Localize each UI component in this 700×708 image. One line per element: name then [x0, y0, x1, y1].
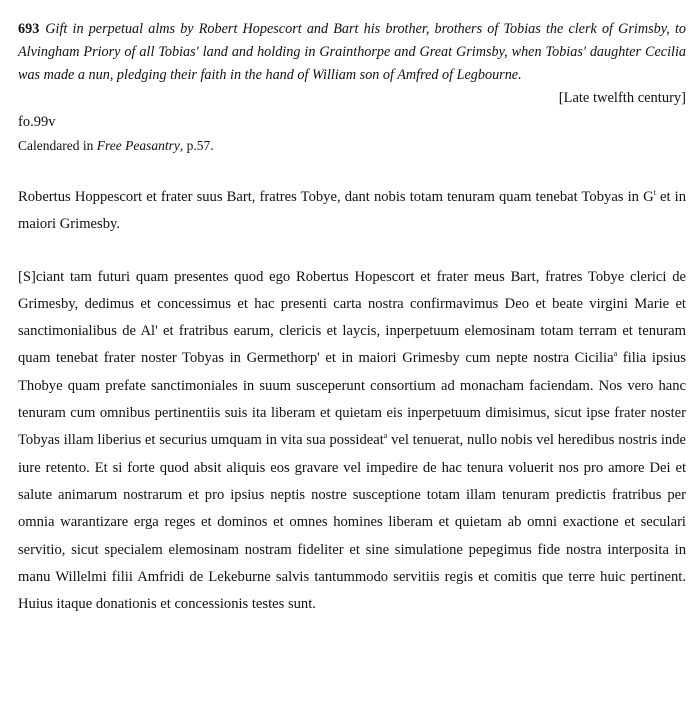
- rubric-text-start: Robertus Hoppescort et frater suus Bart, fratres Tobye, dant nobis totam tenuram quam tenebat Tobyas in G: [18, 189, 654, 205]
- entry-number: 693: [18, 21, 40, 37]
- rubric-superscript: t: [653, 188, 656, 197]
- entry-heading: [18, 18, 686, 87]
- charter-text-part-3: vel tenuerat, nullo nobis vel heredibus nostris inde iure retento. Et si forte quod absit aliquis eos gravare vel impedire de hac tenura voluerit nos pro amore Dei et salute animarum nostrarum et pro ipsius neptis nostre susceptione totam illam tenuram predictis fratribus per omnia warantizare erga reges et dominos et omnes homines liberam et quietam ab omni exactione et seculari servitio, sicut specialem elemosinam nostram fideliter et sine simulatione pepegimus fide nostra interposita in manu Willelmi filii Amfridi de Lekeburne salvis tantummodo servitiis regis et comitis que terre huic pertinent. Huius itaque donationis et concessionis testes sunt.: [18, 432, 686, 613]
- calendar-reference: [18, 135, 686, 157]
- footnote-marker-a: a: [613, 349, 618, 359]
- entry-date: [Late twelfth century]: [558, 90, 686, 106]
- charter-text-part-2: filia ipsius Thobye quam prefate sanctimoniales in suum susceperunt consortium ad monacham faciendam. Nos vero hanc tenuram cum omnibus pertinentiis suis ita liberam et quietam eis inperpetuum dimisimus, sicut ipse frater noster Tobyas illam liberius et securius umquam in vita sua possideat: [18, 350, 686, 449]
- calendar-work-title: Free Peasantry: [96, 138, 180, 153]
- rubric-text-end: et in maiori Grimesby.: [18, 189, 686, 233]
- rubric-paragraph: [18, 184, 686, 239]
- folio-reference: fo.99v: [18, 114, 56, 130]
- footnote-marker-a: a: [383, 431, 388, 441]
- charter-paragraph: [18, 264, 686, 619]
- document-page: [18, 18, 686, 618]
- calendar-prefix: Calendared in: [18, 138, 97, 153]
- entry-title: Gift in perpetual alms by Robert Hopescort and Bart his brother, brothers of Tobias the clerk of Grimsby, to Alvingham Priory of all Tobias' land and holding in Grainthorpe and Great Grimsby, when Tobias' daughter Cecilia was made a nun, pledging their faith in the hand of William son of Amfred of Legbourne.: [18, 21, 686, 83]
- charter-text-part-1: [S]ciant tam futuri quam presentes quod ego Robertus Hopescort et frater meus Bart, fratres Tobye clerici de Grimesby, dedimus et concessimus et hac presenti carta nostra confirmavimus Deo et beate virgini Marie et sanctimonialibus de Al' et fratribus earum, clericis et laycis, inperpetuum elemosinam totam terram et tenuram quam tenebat frater noster Tobyas in Germethorp' et in maiori Grimesby cum nepte nostra Cicilia: [18, 268, 686, 367]
- calendar-suffix: , p.57.: [179, 138, 214, 153]
